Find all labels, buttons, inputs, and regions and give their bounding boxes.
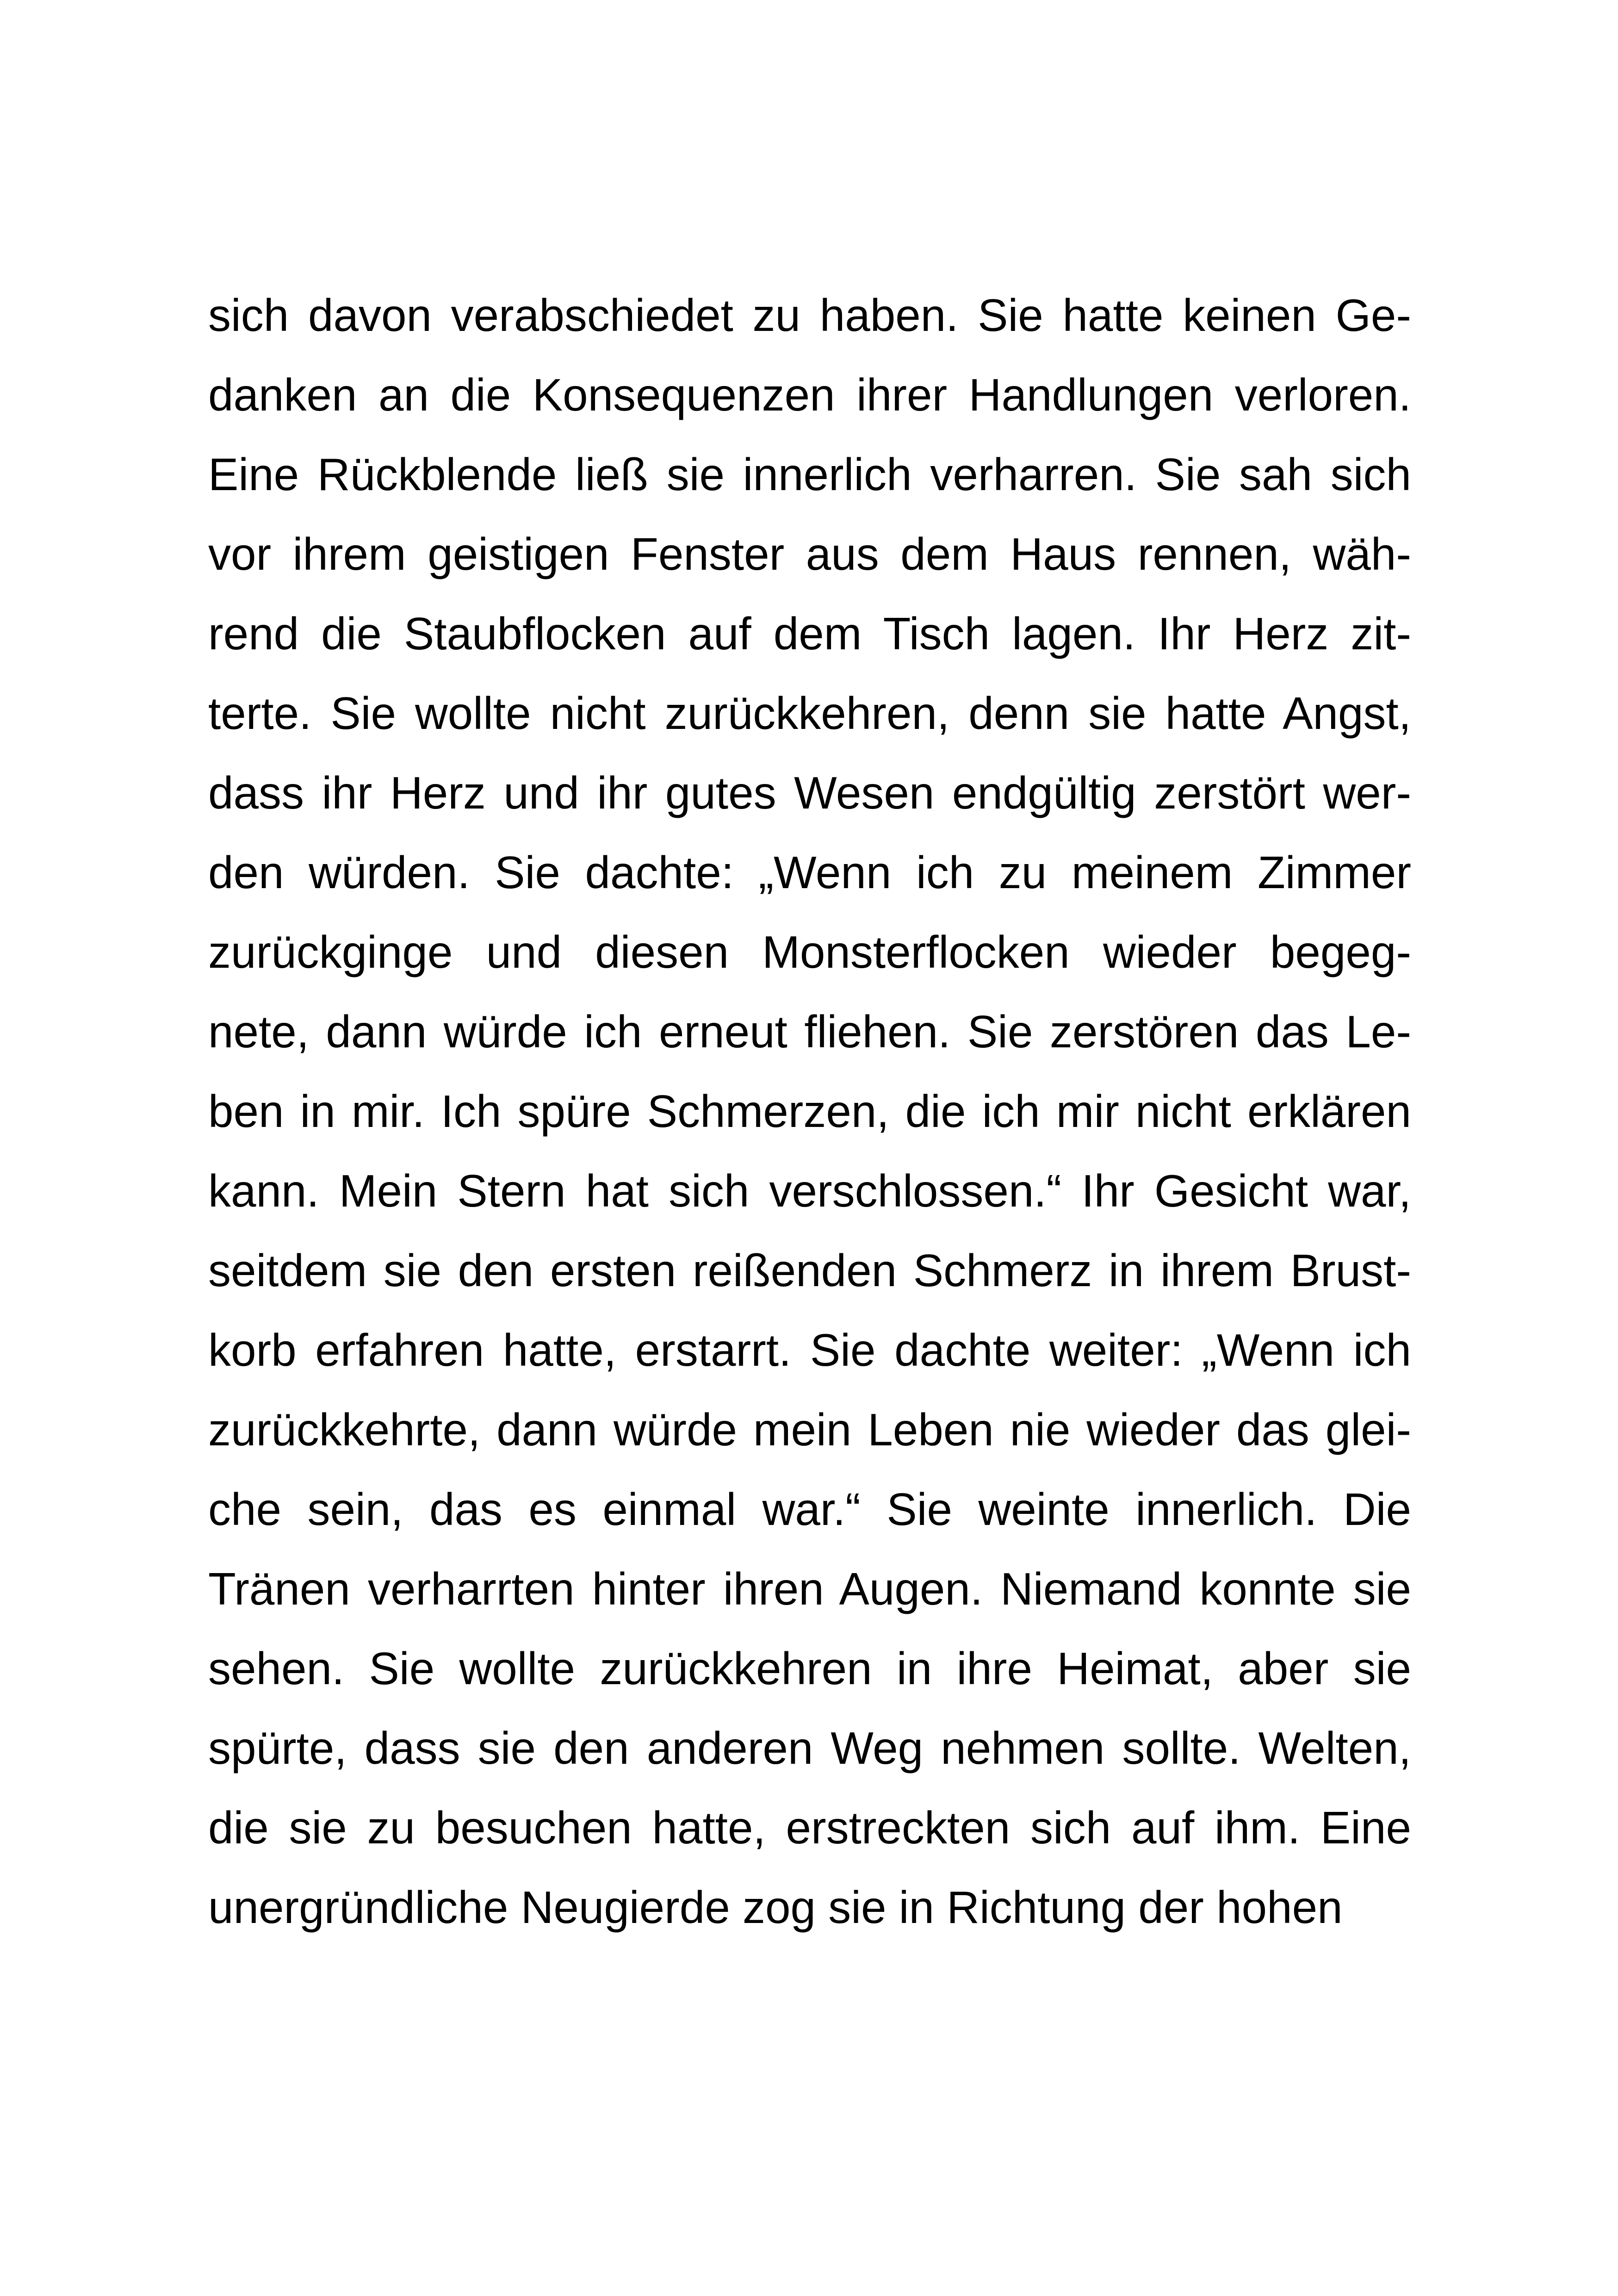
paragraph-line: korb erfahren hatte, erstarrt. Sie dachte weiter: „Wenn ich	[208, 1325, 1411, 1375]
paragraph-line: den würden. Sie dachte: „Wenn ich zu meinem Zimmer	[208, 847, 1411, 898]
paragraph-line: kann. Mein Stern hat sich verschlossen.“ Ihr Gesicht war,	[208, 1165, 1411, 1216]
paragraph-line: sich davon verabschiedet zu haben. Sie hatte keinen Ge-	[208, 290, 1411, 341]
paragraph-line: ben in mir. Ich spüre Schmerzen, die ich mir nicht erklären	[208, 1086, 1411, 1137]
paragraph-line: seitdem sie den ersten reißenden Schmerz in ihrem Brust-	[208, 1245, 1411, 1296]
paragraph-line: die sie zu besuchen hatte, erstreckten sich auf ihm. Eine	[208, 1802, 1411, 1853]
body-paragraph	[208, 275, 1411, 1947]
paragraph-line: sehen. Sie wollte zurückkehren in ihre Heimat, aber sie	[208, 1643, 1411, 1694]
paragraph-line: spürte, dass sie den anderen Weg nehmen sollte. Welten,	[208, 1723, 1411, 1773]
paragraph-line: unergründliche Neugierde zog sie in Richtung der hohen	[208, 1882, 1343, 1933]
paragraph-line: zurückkehrte, dann würde mein Leben nie wieder das glei-	[208, 1404, 1411, 1455]
paragraph-line: Tränen verharrten hinter ihren Augen. Niemand konnte sie	[208, 1563, 1411, 1614]
paragraph-line: rend die Staubflocken auf dem Tisch lagen. Ihr Herz zit-	[208, 608, 1411, 659]
paragraph-line: vor ihrem geistigen Fenster aus dem Haus rennen, wäh-	[208, 529, 1411, 579]
paragraph-line: che sein, das es einmal war.“ Sie weinte innerlich. Die	[208, 1484, 1411, 1535]
paragraph-line: Eine Rückblende ließ sie innerlich verharren. Sie sah sich	[208, 449, 1411, 500]
paragraph-line: terte. Sie wollte nicht zurückkehren, denn sie hatte Angst,	[208, 688, 1411, 739]
paragraph-line: dass ihr Herz und ihr gutes Wesen endgültig zerstört wer-	[208, 767, 1411, 818]
paragraph-line: danken an die Konsequenzen ihrer Handlungen verloren.	[208, 369, 1411, 420]
paragraph-line: nete, dann würde ich erneut fliehen. Sie zerstören das Le-	[208, 1006, 1411, 1057]
paragraph-line: zurückginge und diesen Monsterflocken wieder begeg-	[208, 927, 1411, 977]
